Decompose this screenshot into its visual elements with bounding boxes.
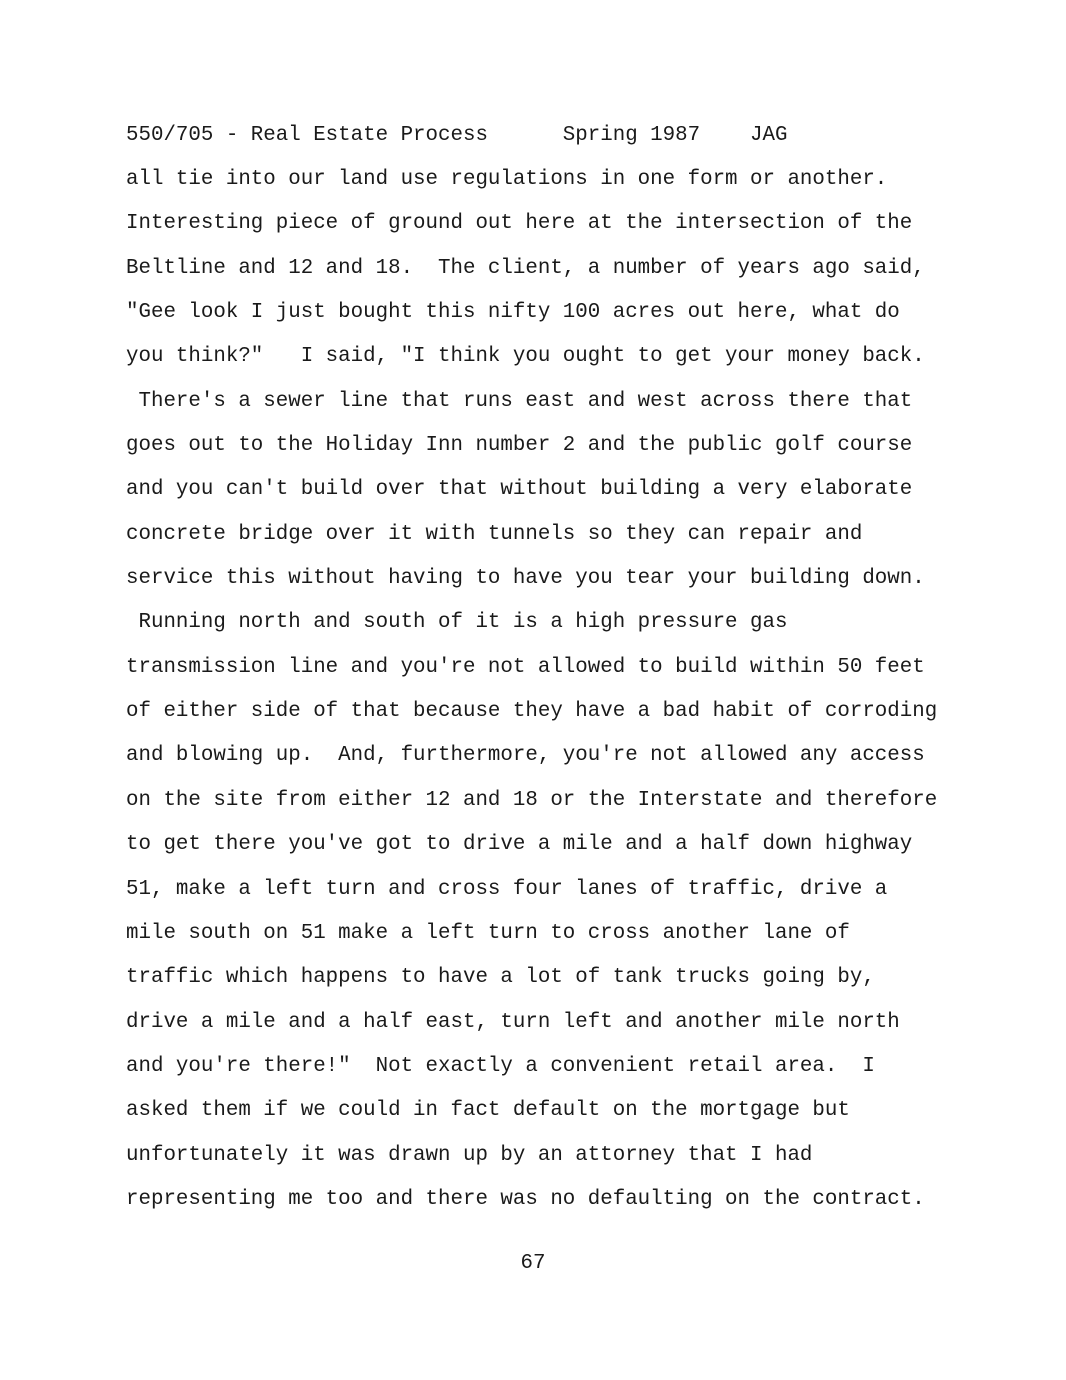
text-line: all tie into our land use regulations in one form or another. xyxy=(126,168,888,191)
text-line: Interesting piece of ground out here at the intersection of the xyxy=(126,212,913,236)
text-line: and you can't build over that without building a very elaborate xyxy=(126,478,913,502)
page-number: 67 xyxy=(520,1252,546,1275)
text-line: concrete bridge over it with tunnels so they can repair and xyxy=(126,522,863,546)
text-line: mile south on 51 make a left turn to cross another lane of xyxy=(126,921,850,945)
body-text xyxy=(126,158,986,1222)
text-line: transmission line and you're not allowed to build within 50 feet xyxy=(126,655,925,679)
text-line: unfortunately it was drawn up by an attorney that I had xyxy=(126,1143,813,1167)
text-line: Running north and south of it is a high pressure gas xyxy=(126,611,788,635)
text-line: and blowing up. And, furthermore, you're not allowed any access xyxy=(126,744,925,768)
text-line: There's a sewer line that runs east and west across there that xyxy=(126,389,913,413)
page-header: 550/705 - Real Estate Process Spring 1987 JAG xyxy=(126,124,788,147)
text-line: asked them if we could in fact default on the mortgage but xyxy=(126,1099,850,1123)
text-line: goes out to the Holiday Inn number 2 and the public golf course xyxy=(126,434,913,458)
text-line: 51, make a left turn and cross four lanes of traffic, drive a xyxy=(126,877,888,901)
text-line: Beltline and 12 and 18. The client, a number of years ago said, xyxy=(126,256,925,280)
text-line: to get there you've got to drive a mile and a half down highway xyxy=(126,833,913,857)
text-line: service this without having to have you tear your building down. xyxy=(126,567,925,591)
text-line: on the site from either 12 and 18 or the Interstate and therefore xyxy=(126,788,938,812)
text-line: and you're there!" Not exactly a convenient retail area. I xyxy=(126,1054,875,1078)
text-line: "Gee look I just bought this nifty 100 acres out here, what do xyxy=(126,301,900,325)
text-line: of either side of that because they have a bad habit of corroding xyxy=(126,700,938,724)
text-line: drive a mile and a half east, turn left and another mile north xyxy=(126,1010,900,1034)
text-line: representing me too and there was no defaulting on the contract. xyxy=(126,1187,925,1211)
text-line: you think?" I said, "I think you ought to get your money back. xyxy=(126,345,925,369)
text-line: traffic which happens to have a lot of tank trucks going by, xyxy=(126,966,875,990)
